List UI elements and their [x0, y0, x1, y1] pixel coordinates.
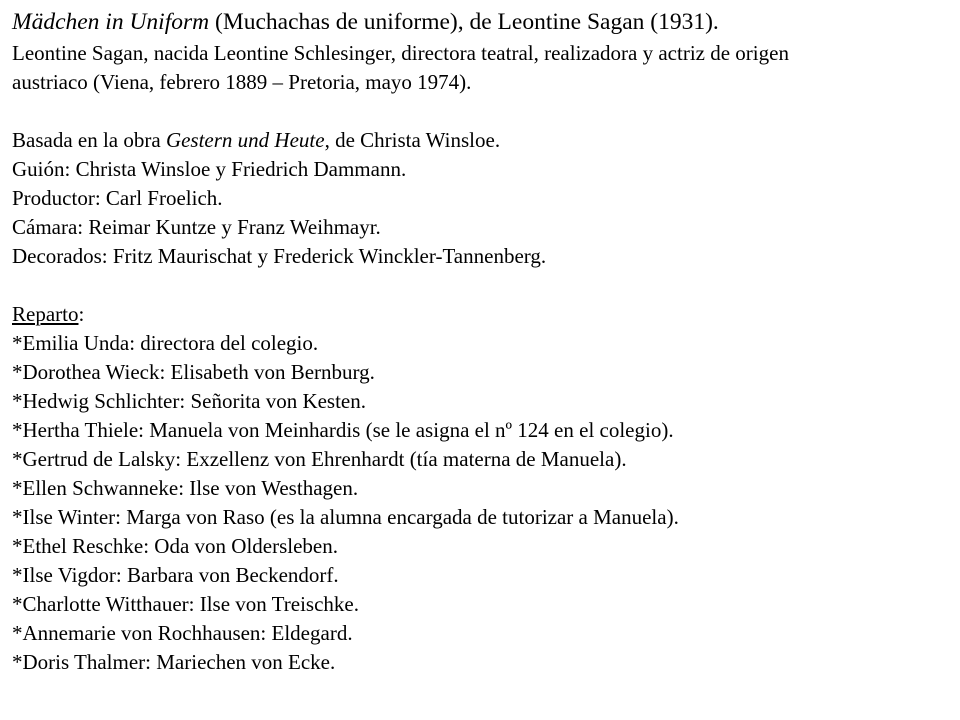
cast-item: *Ethel Reschke: Oda von Oldersleben.: [12, 534, 338, 558]
bio-line-1: Leontine Sagan, nacida Leontine Schlesinger, directora teatral, realizadora y actriz de origen: [12, 41, 789, 65]
credit-script: Guión: Christa Winsloe y Friedrich Dammann.: [12, 157, 407, 181]
cast-item: *Hedwig Schlichter: Señorita von Kesten.: [12, 389, 367, 413]
spacer: [12, 97, 952, 126]
cast-heading-colon: :: [78, 302, 85, 326]
cast-item: *Hertha Thiele: Manuela von Meinhardis (se le asigna el nº 124 en el colegio).: [12, 418, 674, 442]
based-suffix: , de Christa Winsloe.: [324, 128, 501, 152]
film-heading: [12, 6, 952, 39]
cast-item: *Ilse Vigdor: Barbara von Beckendorf.: [12, 563, 339, 587]
credit-sets: Decorados: Fritz Maurischat y Frederick Winckler-Tannenberg.: [12, 244, 547, 268]
cast-item: *Charlotte Witthauer: Ilse von Treischke.: [12, 592, 359, 616]
bio-line-2: austriaco (Viena, febrero 1889 – Pretoria, mayo 1974).: [12, 70, 472, 94]
cast-heading-label: Reparto: [12, 302, 79, 326]
credit-producer: Productor: Carl Froelich.: [12, 186, 223, 210]
cast-item: *Ilse Winter: Marga von Raso (es la alumna encargada de tutorizar a Manuela).: [12, 505, 679, 529]
cast-item: *Doris Thalmer: Mariechen von Ecke.: [12, 650, 336, 674]
film-heading-rest: (Muchachas de uniforme), de Leontine Sagan (1931).: [209, 9, 719, 35]
based-work-title: Gestern und Heute: [165, 128, 325, 152]
film-title: Mädchen in Uniform: [12, 9, 210, 35]
spacer: [12, 271, 952, 300]
cast-item: *Dorothea Wieck: Elisabeth von Bernburg.: [12, 360, 375, 384]
cast-list: [12, 329, 952, 677]
cast-item: *Emilia Unda: directora del colegio.: [12, 331, 319, 355]
cast-item: *Annemarie von Rochhausen: Eldegard.: [12, 621, 353, 645]
based-prefix: Basada en la obra: [12, 128, 166, 152]
cast-item: *Gertrud de Lalsky: Exzellenz von Ehrenhardt (tía materna de Manuela).: [12, 447, 627, 471]
credit-camera: Cámara: Reimar Kuntze y Franz Weihmayr.: [12, 215, 381, 239]
cast-item: *Ellen Schwanneke: Ilse von Westhagen.: [12, 476, 359, 500]
credit-based-on: [12, 126, 952, 155]
slide-content: [12, 6, 952, 677]
cast-heading: [12, 300, 952, 329]
